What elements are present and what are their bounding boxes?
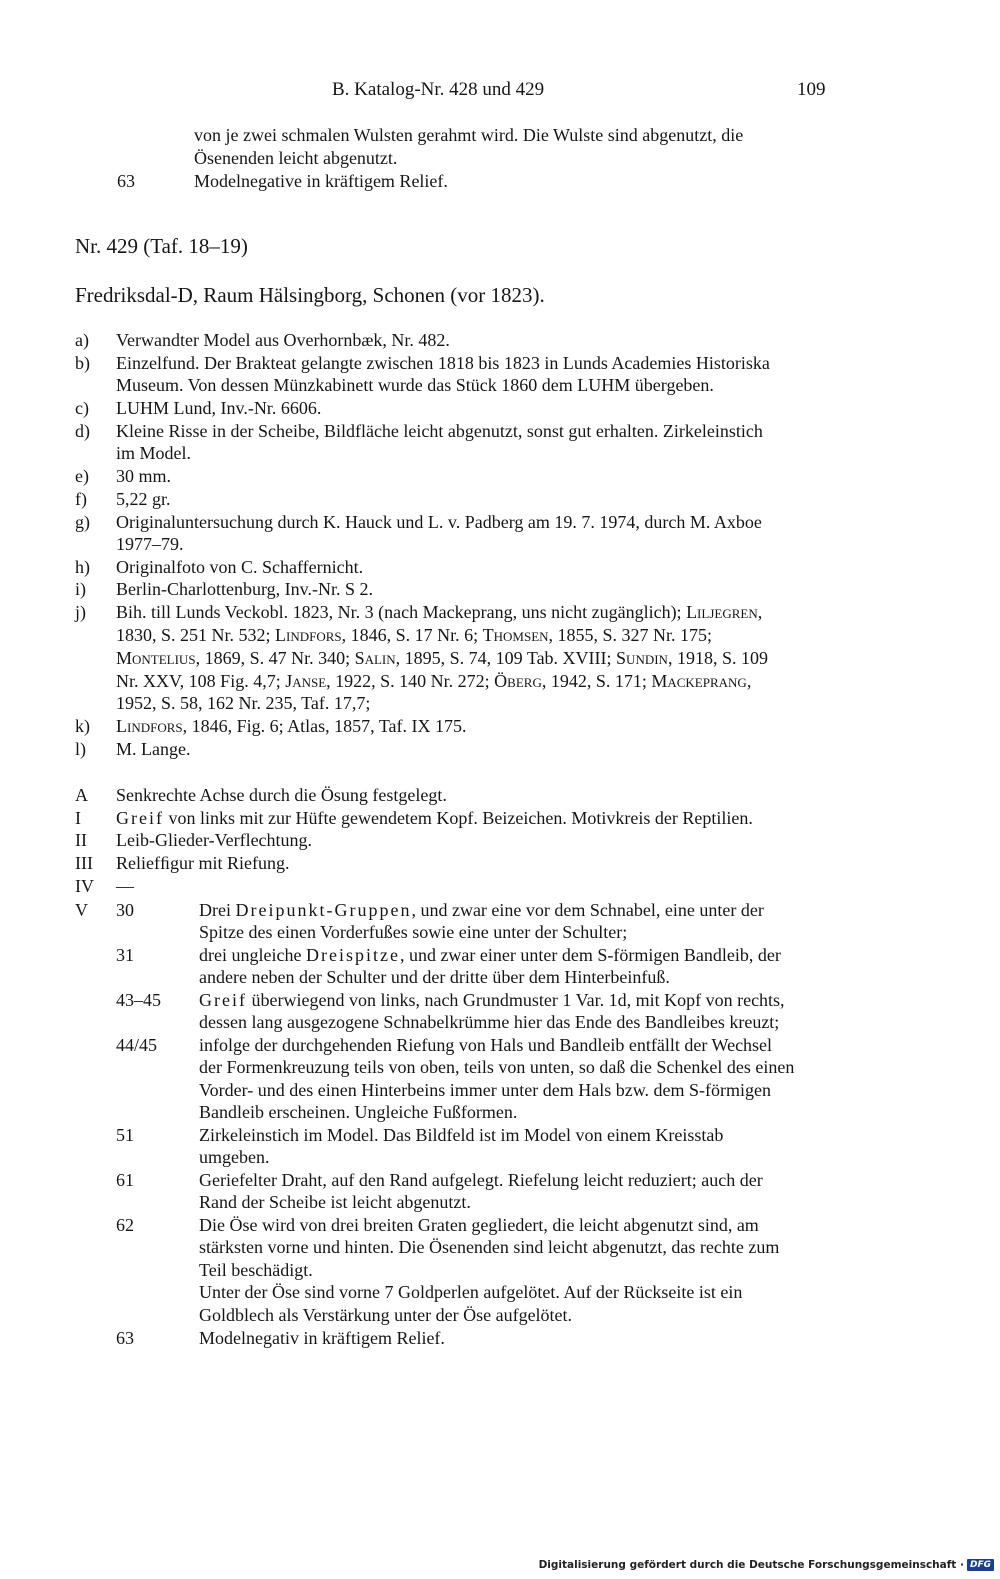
item-label: d) [75, 421, 90, 441]
text-run: drei ungleiche [199, 945, 306, 965]
item-label: e) [75, 466, 89, 486]
motif-text [199, 989, 836, 1012]
text-run: , [757, 602, 763, 622]
text-run: , 1895, S. 74, 109 Tab. XVIII; [395, 648, 617, 668]
item-label: h) [75, 557, 90, 577]
item-label: f) [75, 489, 87, 509]
motif-number: 51 [116, 1125, 134, 1145]
analysis-text: Leib-Glieder-Verflechtung. [116, 830, 313, 850]
motif-text: Vorder- und des einen Hinterbeins immer unter dem Hals bzw. dem S-förmigen [199, 1080, 771, 1100]
item-label: c) [75, 398, 89, 418]
carryover-line: Modelnegative in kräftigem Relief. [194, 171, 448, 191]
item-text: 1977–79. [116, 534, 184, 554]
text-run: , und zwar einer unter dem S-förmigen Bandleib, der [399, 945, 781, 965]
text-run: , 1922, S. 140 Nr. 272; [326, 671, 495, 691]
author-name: Salin [354, 648, 396, 668]
motif-text: Geriefelter Draht, auf den Rand aufgelegt. Riefelung leicht reduziert; auch der [199, 1170, 763, 1190]
author-name: Mackeprang [651, 671, 747, 691]
motif-number: 63 [116, 1328, 134, 1348]
item-text: Kleine Risse in der Scheibe, Bildfläche leicht abgenutzt, sonst gut erhalten. Zirkeleinstich [116, 421, 763, 441]
motif-text: Bandleib erscheinen. Ungleiche Fußformen. [199, 1102, 518, 1122]
text-run: 1830, S. 251 Nr. 532; [116, 625, 276, 645]
text-run: von links mit zur Hüfte gewendetem Kopf. Beizeichen. Motivkreis der Reptilien. [163, 808, 753, 828]
motif-text: der Formenkreuzung teils von oben, teils von unten, so daß die Schenkel des einen [199, 1057, 795, 1077]
analysis-text [116, 807, 836, 830]
item-text [116, 715, 836, 738]
motif-number: 44/45 [116, 1035, 158, 1055]
analysis-label: A [75, 785, 88, 805]
motif-number: 43–45 [116, 990, 161, 1010]
item-label: i) [75, 579, 86, 599]
motif-text: Spitze des einen Vorderfußes sowie eine unter der Schulter; [199, 922, 628, 942]
page-number: 109 [797, 79, 826, 100]
item-text: 30 mm. [116, 466, 172, 486]
analysis-label: IV [75, 876, 94, 896]
running-title: B. Katalog-Nr. 428 und 429 [332, 79, 545, 100]
item-label: l) [75, 739, 86, 759]
text-run: Bih. till Lunds Veckobl. 1823, Nr. 3 (nach Mackeprang, uns nicht zugänglich); [116, 602, 687, 622]
motif-number: 62 [116, 1215, 134, 1235]
bibliography-line [116, 647, 836, 670]
text-run: , 1918, S. 109 [667, 648, 768, 668]
bibliography-line [116, 670, 836, 693]
digitization-footer [539, 1557, 994, 1573]
carryover-line: von je zwei schmalen Wulsten gerahmt wird. Die Wulste sind abgenutzt, die [194, 125, 744, 145]
motif-number: 31 [116, 945, 134, 965]
motif-text: Die Öse wird von drei breiten Graten gegliedert, die leicht abgenutzt sind, am [199, 1215, 759, 1235]
author-name: Thomsen [482, 625, 549, 645]
entry-location: Fredriksdal-D, Raum Hälsingborg, Schonen (vor 1823). [75, 283, 545, 307]
motif-text: Zirkeleinstich im Model. Das Bildfeld ist im Model von einem Kreisstab [199, 1125, 724, 1145]
item-text: Berlin-Charlottenburg, Inv.-Nr. S 2. [116, 579, 373, 599]
item-text: Museum. Von dessen Münzkabinett wurde das Stück 1860 dem LUHM übergeben. [116, 375, 714, 395]
spaced-term: Greif [199, 990, 247, 1010]
author-name: Öberg [494, 671, 542, 691]
bibliography-line: 1952, S. 58, 162 Nr. 235, Taf. 17,7; [116, 693, 371, 713]
entry-title: Nr. 429 (Taf. 18–19) [75, 234, 248, 258]
author-name: Janse [285, 671, 327, 691]
motif-number: 61 [116, 1170, 134, 1190]
carryover-line: Ösenenden leicht abgenutzt. [194, 148, 398, 168]
motif-text: Modelnegativ in kräftigem Relief. [199, 1328, 445, 1348]
text-run: , 1846, Fig. 6; Atlas, 1857, Taf. IX 175. [182, 716, 467, 736]
analysis-label: I [75, 808, 81, 828]
bibliography-line [116, 624, 836, 647]
item-label: j) [75, 602, 86, 622]
item-text: Verwandter Model aus Overhornbæk, Nr. 482. [116, 330, 450, 350]
text-run: , 1869, S. 47 Nr. 340; [195, 648, 355, 668]
item-text: Einzelfund. Der Brakteat gelangte zwischen 1818 bis 1823 in Lunds Academies Historiska [116, 353, 770, 373]
motif-text: Goldblech als Verstärkung unter der Öse aufgelötet. [199, 1305, 573, 1325]
footer-text: Digitalisierung gefördert durch die Deutsche Forschungsgemeinschaft · [538, 1559, 964, 1571]
analysis-label: II [75, 830, 87, 850]
motif-text: Rand der Scheibe ist leicht abgenutzt. [199, 1192, 471, 1212]
motif-text: infolge der durchgehenden Riefung von Hals und Bandleib entfällt der Wechsel [199, 1035, 773, 1055]
author-name: Liljegren [686, 602, 758, 622]
motif-text: dessen lang ausgezogene Schnabelkrümme hier das Ende des Bandleibes kreuzt; [199, 1012, 780, 1032]
motif-text: Teil beschädigt. [199, 1260, 313, 1280]
author-name: Sundin [616, 648, 668, 668]
analysis-text: — [116, 876, 134, 896]
text-run: überwiegend von links, nach Grundmuster 1 Var. 1d, mit Kopf von rechts, [246, 990, 785, 1010]
item-text: Originaluntersuchung durch K. Hauck und L. v. Padberg am 19. 7. 1974, durch M. Axboe [116, 512, 762, 532]
item-label: g) [75, 512, 90, 532]
author-name: Lindfors [116, 716, 183, 736]
text-run: , [746, 671, 752, 691]
carryover-number: 63 [117, 171, 135, 191]
text-run: , und zwar eine vor dem Schnabel, eine unter der [411, 900, 764, 920]
motif-text: Unter der Öse sind vorne 7 Goldperlen aufgelötet. Auf der Rückseite ist ein [199, 1282, 743, 1302]
analysis-text: Senkrechte Achse durch die Ösung festgelegt. [116, 785, 447, 805]
text-run: , 1855, S. 327 Nr. 175; [548, 625, 713, 645]
text-run: , 1942, S. 171; [541, 671, 652, 691]
motif-text: umgeben. [199, 1147, 270, 1167]
item-text: 5,22 gr. [116, 489, 171, 509]
motif-text [199, 944, 836, 967]
author-name: Lindfors [275, 625, 342, 645]
text-run: Drei [199, 900, 236, 920]
spaced-term: Greif [116, 808, 164, 828]
item-label: a) [75, 330, 89, 350]
motif-text [199, 899, 836, 922]
bibliography-line [116, 601, 836, 624]
item-text: Originalfoto von C. Schaffernicht. [116, 557, 364, 577]
spaced-term: Dreispitze [305, 945, 400, 965]
analysis-label: V [75, 900, 88, 920]
item-label: k) [75, 716, 90, 736]
item-label: b) [75, 353, 90, 373]
spaced-term: Dreipunkt-Gruppen [235, 900, 412, 920]
motif-number: 30 [116, 900, 134, 920]
author-name: Montelius [116, 648, 196, 668]
analysis-label: III [75, 853, 93, 873]
motif-text: andere neben der Schulter und der dritte über dem Hinterbeinfuß. [199, 967, 670, 987]
motif-text: stärksten vorne und hinten. Die Ösenenden sind leicht abgenutzt, das rechte zum [199, 1237, 780, 1257]
text-run: , 1846, S. 17 Nr. 6; [341, 625, 483, 645]
item-text: LUHM Lund, Inv.-Nr. 6606. [116, 398, 322, 418]
text-run: Nr. XXV, 108 Fig. 4,7; [116, 671, 286, 691]
item-text: im Model. [116, 443, 191, 463]
dfg-logo: DFG [967, 1559, 994, 1571]
analysis-text: Reliefﬁgur mit Riefung. [116, 853, 290, 873]
item-text: M. Lange. [116, 739, 191, 759]
